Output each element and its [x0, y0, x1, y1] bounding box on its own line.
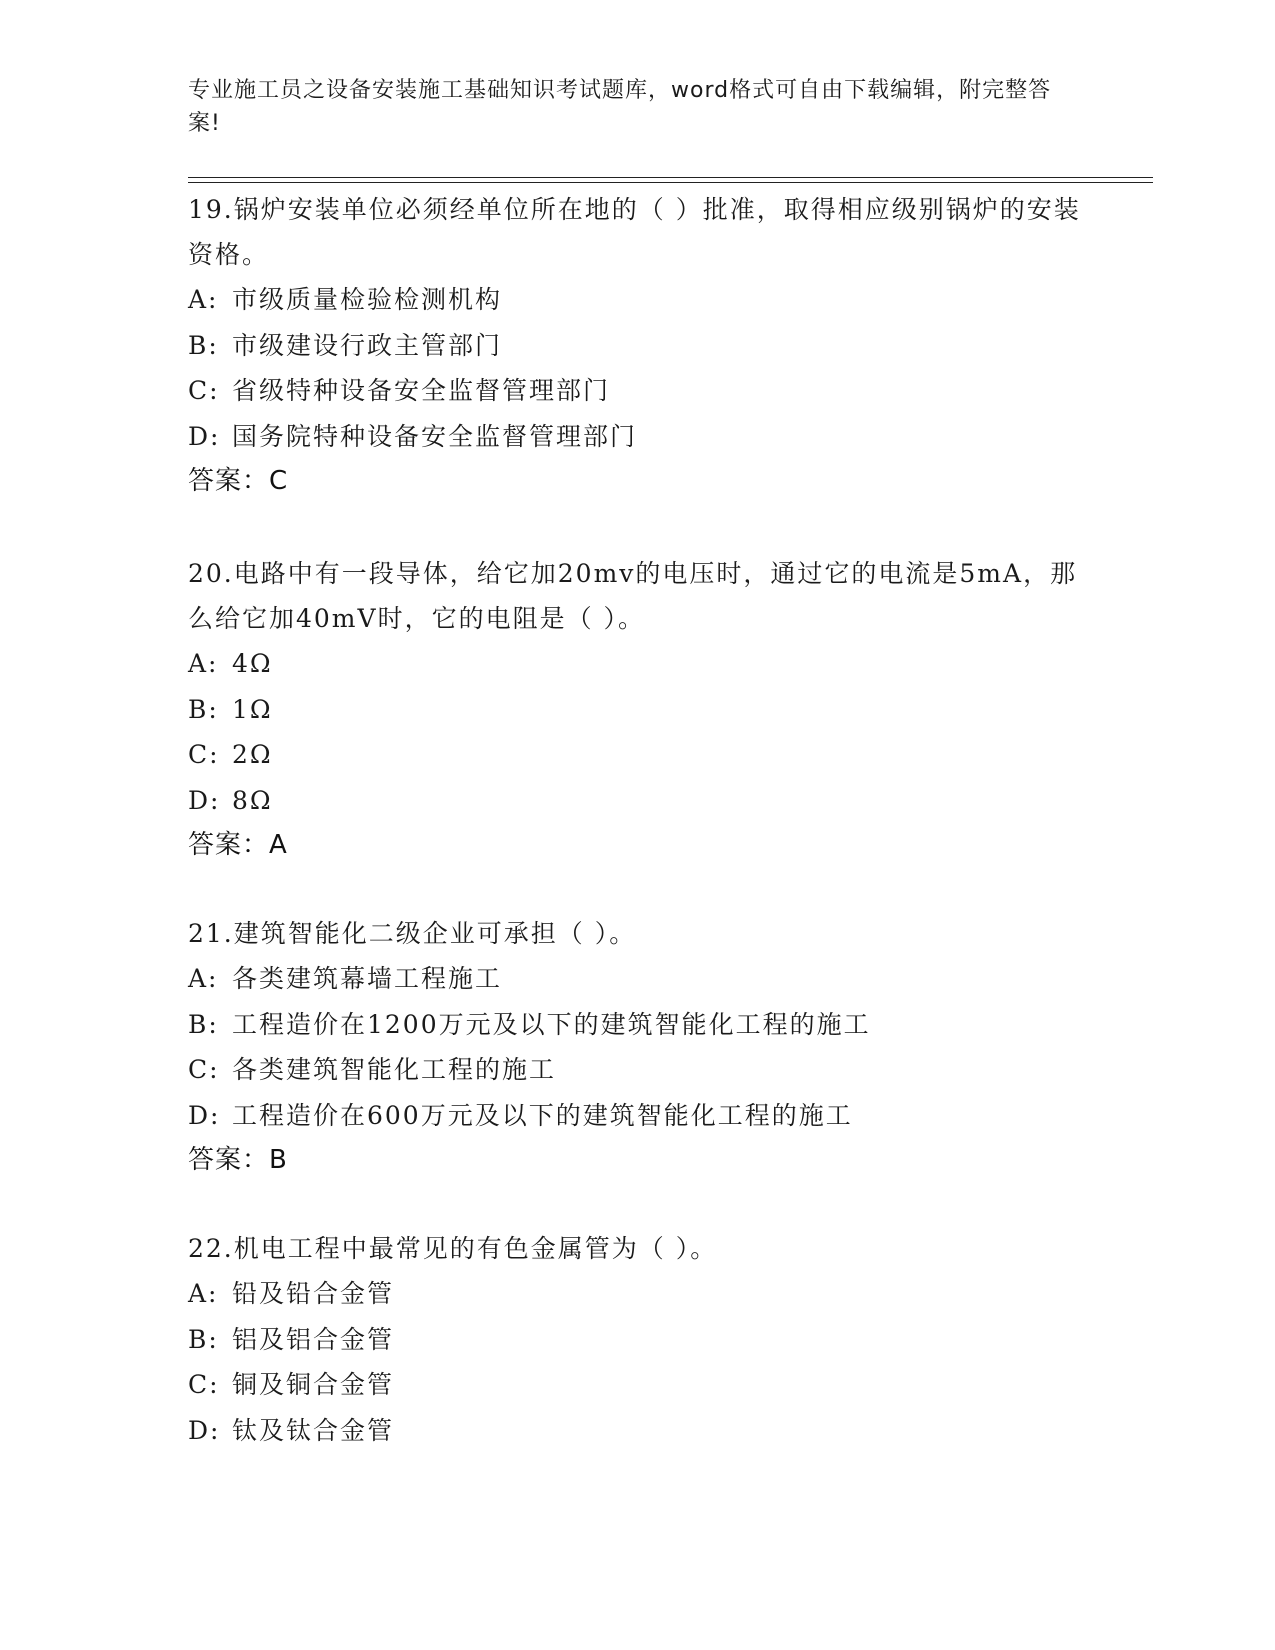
- question-stem: 19.锅炉安装单位必须经单位所在地的（ ）批准，取得相应级别锅炉的安装资格。: [188, 195, 1081, 269]
- question-20: [188, 551, 1088, 868]
- option-d: [188, 1093, 1088, 1139]
- option-d: [188, 1408, 1088, 1454]
- option-a: [188, 1271, 1088, 1317]
- option-d: [188, 778, 1088, 824]
- option-key: B:: [188, 1009, 219, 1039]
- option-c: [188, 368, 1088, 414]
- option-text: 工程造价在600万元及以下的建筑智能化工程的施工: [232, 1100, 853, 1130]
- option-a: [188, 641, 1088, 687]
- option-key: C:: [188, 740, 220, 769]
- header-divider-top: [188, 177, 1153, 178]
- option-text: 铝及铝合金管: [232, 1324, 395, 1354]
- option-c: [188, 1362, 1088, 1408]
- question-19: [188, 187, 1088, 504]
- header-divider-bottom: [188, 182, 1153, 183]
- option-key: D:: [188, 1415, 221, 1445]
- option-text: 钛及钛合金管: [232, 1415, 395, 1445]
- option-key: D:: [188, 421, 221, 451]
- option-key: C:: [188, 1370, 220, 1399]
- option-b: [188, 687, 1088, 733]
- option-text: 市级质量检验检测机构: [232, 285, 503, 314]
- option-text: 省级特种设备安全监督管理部门: [232, 376, 611, 405]
- question-stem: 22.机电工程中最常见的有色金属管为（ ）。: [188, 1234, 718, 1263]
- option-b: [188, 1002, 1088, 1048]
- option-key: C:: [188, 376, 220, 405]
- option-text: 1Ω: [232, 694, 273, 724]
- option-text: 铅及铅合金管: [232, 1279, 395, 1308]
- answer-line: 答案：C: [188, 466, 289, 496]
- option-text: 市级建设行政主管部门: [232, 330, 503, 360]
- option-text: 铜及铜合金管: [232, 1370, 395, 1399]
- option-c: [188, 732, 1088, 778]
- option-key: B:: [188, 330, 219, 360]
- option-text: 各类建筑幕墙工程施工: [232, 964, 503, 993]
- option-a: [188, 956, 1088, 1002]
- option-key: A:: [188, 964, 219, 993]
- question-22: [188, 1226, 1088, 1453]
- option-key: C:: [188, 1055, 220, 1084]
- option-key: D:: [188, 785, 221, 815]
- option-text: 各类建筑智能化工程的施工: [232, 1055, 557, 1084]
- option-key: B:: [188, 694, 219, 724]
- answer-line: 答案：A: [188, 830, 288, 860]
- option-key: A:: [188, 285, 219, 314]
- question-stem: 21.建筑智能化二级企业可承担（ ）。: [188, 919, 637, 948]
- option-c: [188, 1047, 1088, 1093]
- question-21: [188, 911, 1088, 1183]
- answer-line: 答案：B: [188, 1145, 288, 1175]
- option-key: D:: [188, 1100, 221, 1130]
- question-stem: 20.电路中有一段导体，给它加20mv的电压时，通过它的电流是5mA，那么给它加40mV时，它的电阻是（ ）。: [188, 559, 1078, 633]
- option-text: 国务院特种设备安全监督管理部门: [232, 421, 638, 451]
- option-text: 8Ω: [232, 785, 273, 815]
- document-header: 专业施工员之设备安装施工基础知识考试题库，word格式可自由下载编辑，附完整答案!: [188, 78, 1052, 136]
- option-text: 工程造价在1200万元及以下的建筑智能化工程的施工: [232, 1009, 871, 1039]
- option-key: A:: [188, 649, 219, 678]
- option-d: [188, 414, 1088, 460]
- option-a: [188, 277, 1088, 323]
- option-key: A:: [188, 1279, 219, 1308]
- option-text: 2Ω: [232, 740, 273, 769]
- option-b: [188, 1317, 1088, 1363]
- option-text: 4Ω: [232, 649, 273, 678]
- option-b: [188, 323, 1088, 369]
- option-key: B:: [188, 1324, 219, 1354]
